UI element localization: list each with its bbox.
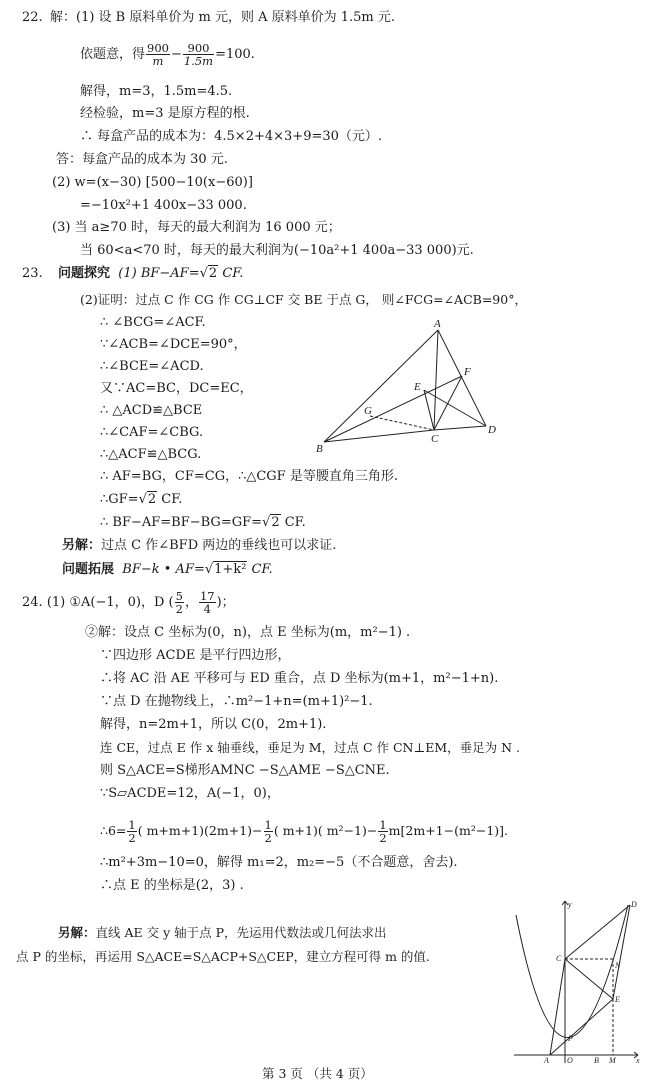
fraction-900-1.5m: $\frac{900}{1.5m}$ [183, 41, 214, 68]
q24-line6: 则 S△ACE=S梯形AMNC −S△AME −S△CNE. [100, 763, 390, 778]
q22-part2-line2: =−10x²+1 400x−33 000. [80, 198, 247, 213]
q22-part2-line1: (2) w=(x−30) [500−10(x−60)] [52, 175, 253, 190]
q24-line10: ∴点 E 的坐标是(2，3) . [100, 878, 244, 893]
q22-equation: 依题意，得 $\frac{900}{m}$ − $\frac{900}{1.5m}$ =100. [80, 41, 255, 68]
q23-step1: ∴ ∠BCG=∠ACF. [100, 315, 206, 330]
fraction-17-4: $\frac{17}{4}$ [199, 589, 215, 616]
q24-line5: 连 CE，过点 E 作 x 轴垂线，垂足为 M，过点 C 作 CN⊥EM，垂足为 N . [100, 740, 521, 755]
q23-step3: ∴∠BCE=∠ACD. [100, 359, 204, 374]
label-F: F [464, 366, 471, 378]
q23-step10: ∴ BF−AF=BF−BG=GF=√2 CF. [100, 515, 306, 530]
q23-triangle-figure [310, 318, 510, 460]
q23-step5: ∴ △ACD≌△BCE [100, 403, 203, 418]
page-footer: 第 3 页 （共 4 页） [262, 1066, 373, 1081]
q24-line9: ∴m²+3m−10=0，解得 m₁=2，m₂=−5（不合题意，舍去). [100, 855, 458, 870]
q24-alternative-line2: 点 P 的坐标，再运用 S△ACE=S△ACP+S△CEP，建立方程可得 m 的值. [16, 949, 430, 964]
fraction-5-2: $\frac{5}{2}$ [175, 589, 183, 616]
label-E: E [414, 381, 421, 393]
q24-part2-setup: ②解：设点 C 坐标为(0，n)，点 E 坐标为(m，m²−1) . [85, 625, 411, 640]
label-M-point: M [609, 1056, 616, 1065]
label-B-point: B [594, 1056, 599, 1065]
q23-alternative: 另解：过点 C 作∠BFD 两边的垂线也可以求证. [62, 538, 337, 553]
q23-step8: ∴ AF=BG，CF=CG，∴△CGF 是等腰直角三角形. [100, 469, 398, 484]
q24-line2: ∴将 AC 沿 AE 平移可与 ED 重合，点 D 坐标为(m+1，m²−1+n). [100, 671, 499, 686]
q24-alternative-line1: 另解：直线 AE 交 y 轴于点 P，先运用代数法或几何法求出 [58, 925, 387, 940]
label-y-axis: y [568, 900, 572, 909]
q22-solve: 解得，m=3，1.5m=4.5. [80, 84, 233, 99]
q22-cost: ∴ 每盒产品的成本为：4.5×2+4×3+9=30（元）. [80, 129, 383, 144]
label-P-point: P [568, 1034, 573, 1043]
label-A: A [434, 318, 441, 330]
label-D-point: D [631, 900, 637, 909]
q22-part1-setup: 解：(1) 设 B 原料单价为 m 元，则 A 原料单价为 1.5m 元. [50, 10, 396, 25]
label-D: D [488, 424, 496, 436]
q24-line8: ∴6= $\frac{1}{2}$ ( m+m+1)(2m+1)− $\frac{1}{2}$ ( m+1)( m²−1)− $\frac{1}{2}$ m[2m+1−(m²−1)]. [100, 818, 509, 845]
q23-title: 问题探究 [58, 266, 111, 281]
q22-part3-line1: (3) 当 a≥70 时，每天的最大利润为 16 000 元； [52, 220, 341, 235]
q22-part3-line2: 当 60<a<70 时，每天的最大利润为(−10a²+1 400a−33 000)元. [80, 243, 474, 258]
label-E-point: E [615, 995, 620, 1004]
label-C: C [431, 433, 439, 445]
q23-step4: 又∵AC=BC，DC=EC， [100, 381, 253, 396]
q23-part1: 问题探究 (1) BF−AF=√2 CF. [58, 266, 244, 281]
q23-number: 23. [22, 266, 43, 281]
q22-answer: 答：每盒产品的成本为 30 元. [56, 152, 228, 167]
q24-line4: 解得，n=2m+1，所以 C(0，2m+1). [100, 717, 327, 732]
q22-check: 经检验，m=3 是原方程的根. [80, 106, 250, 121]
q23-step9: ∴GF=√2 CF. [100, 492, 183, 507]
label-O-origin: O [567, 1056, 573, 1065]
q24-line1: ∵四边形 ACDE 是平行四边形， [100, 648, 291, 663]
label-A-point: A [544, 1056, 549, 1065]
q23-step6: ∴∠CAF=∠CBG. [100, 425, 204, 440]
q23-extension: 问题拓展 BF−k • AF=√1+k² CF. [62, 562, 273, 577]
q24-line7: ∵S▱ACDE=12，A(−1，0)， [100, 786, 280, 801]
label-x-axis: x [636, 1056, 640, 1065]
label-C-point: C [556, 954, 562, 963]
q22-number: 22. [22, 10, 43, 25]
q23-step2: ∵∠ACB=∠DCE=90°， [100, 337, 247, 352]
label-N-point: N [615, 961, 621, 970]
q23-step7: ∴△ACF≌△BCG. [100, 447, 202, 462]
label-B: B [316, 443, 323, 455]
q23-proof-intro: (2)证明：过点 C 作 CG 作 CG⊥CF 交 BE 于点 G， 则∠FCG=∠ACB=90°， [80, 292, 527, 307]
q24-part1: 24. (1) ①A(−1，0)，D ( $\frac{5}{2}$ ， $\frac{17}{4}$ )； [22, 589, 235, 616]
q24-line3: ∵点 D 在抛物线上，∴m²−1+n=(m+1)²−1. [100, 694, 373, 709]
fraction-900-m: $\frac{900}{m}$ [147, 41, 169, 68]
label-G: G [364, 405, 372, 417]
q24-parabola-figure [510, 895, 645, 1065]
